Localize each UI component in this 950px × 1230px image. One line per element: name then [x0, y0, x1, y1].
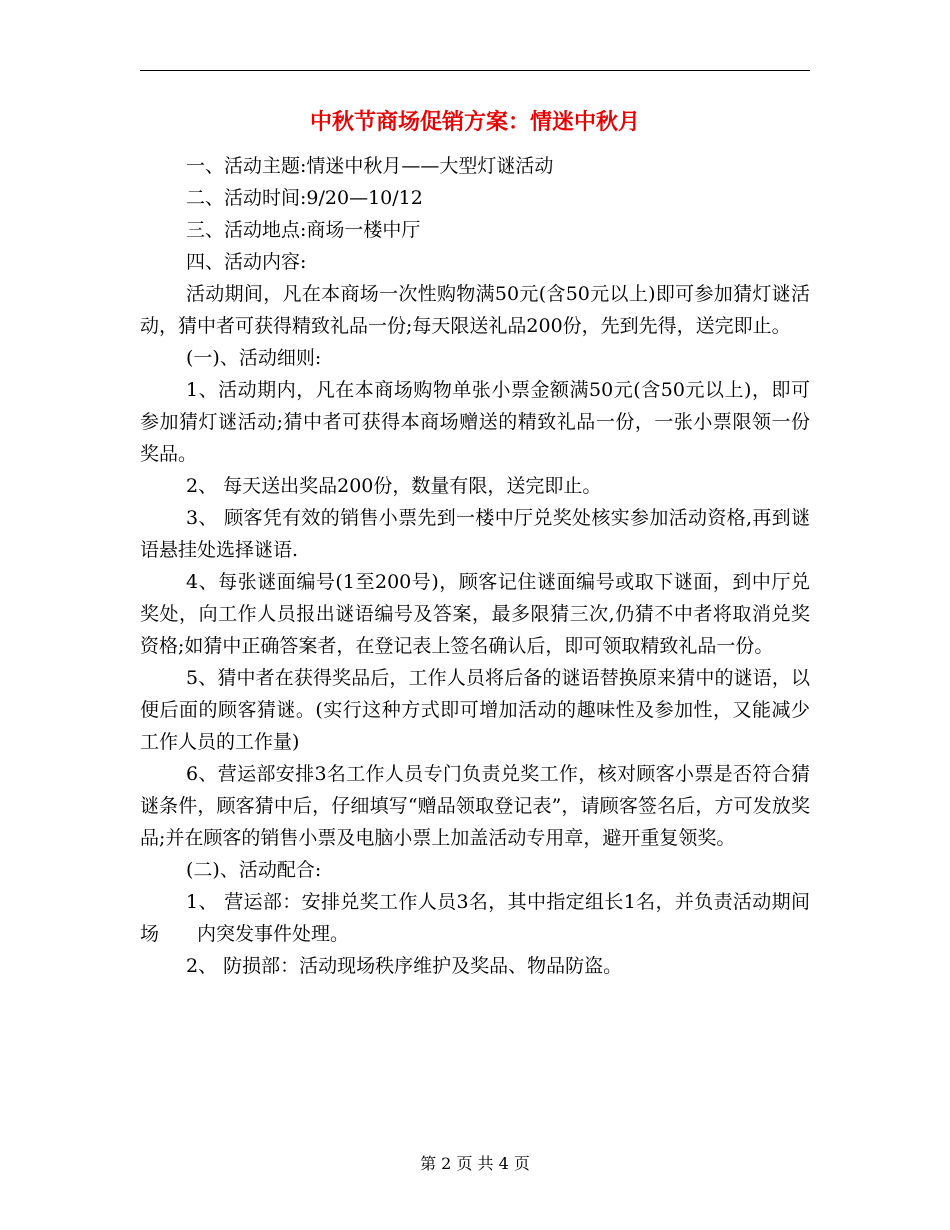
- page-number-footer: 第 2 页 共 4 页: [420, 1154, 530, 1173]
- rule-item-2: 2、 每天送出奖品200份，数量有限，送完即止。: [186, 475, 602, 497]
- paragraph-rules-heading: (一)、活动细则:: [186, 347, 322, 369]
- rule-item-1: 1、活动期内，凡在本商场购物单张小票金额满50元(含50元以上)，即可参加猜灯谜活动;猜中者可获得本商场赠送的精致礼品一份，一张小票限领一份奖品。: [140, 379, 810, 465]
- coordination-item-1: 1、 营运部：安排兑奖工作人员3名，其中指定组长1名，并负责活动期间场 内突发事件处理。: [140, 891, 810, 945]
- paragraph-location: 三、活动地点:商场一楼中厅: [186, 219, 421, 241]
- rule-item-3: 3、 顾客凭有效的销售小票先到一楼中厅兑奖处核实参加活动资格,再到谜语悬挂处选择谜语.: [140, 507, 810, 561]
- paragraph-content-intro: 活动期间，凡在本商场一次性购物满50元(含50元以上)即可参加猜灯谜活动，猜中者可获得精致礼品一份;每天限送礼品200份，先到先得，送完即止。: [140, 283, 810, 337]
- rule-item-6: 6、营运部安排3名工作人员专门负责兑奖工作，核对顾客小票是否符合猜谜条件，顾客猜中后，仔细填写“赠品领取登记表”，请顾客签名后，方可发放奖品;并在顾客的销售小票及电脑小票上加盖活动专用章，避开重复领奖。: [140, 763, 810, 849]
- paragraph-theme: 一、活动主题:情迷中秋月——大型灯谜活动: [186, 155, 554, 177]
- document-page: [140, 100, 810, 982]
- coordination-item-2: 2、 防损部：活动现场秩序维护及奖品、物品防盗。: [186, 955, 623, 977]
- paragraph-time: 二、活动时间:9/20—10/12: [186, 187, 423, 209]
- rule-item-5: 5、猜中者在获得奖品后，工作人员将后备的谜语替换原来猜中的谜语，以便后面的顾客猜谜。(实行这种方式即可增加活动的趣味性及参加性，又能减少工作人员的工作量): [140, 667, 810, 753]
- paragraph-coordination-heading: (二)、活动配合:: [186, 859, 322, 881]
- paragraph-content-heading: 四、活动内容:: [186, 251, 307, 273]
- rule-item-4: 4、每张谜面编号(1至200号)，顾客记住谜面编号或取下谜面，到中厅兑奖处，向工作人员报出谜语编号及答案，最多限猜三次,仍猜不中者将取消兑奖资格;如猜中正确答案者，在登记表上签名确认后，即可领取精致礼品一份。: [140, 571, 810, 657]
- header-rule: [140, 70, 810, 71]
- document-title: 中秋节商场促销方案：情迷中秋月: [309, 109, 640, 135]
